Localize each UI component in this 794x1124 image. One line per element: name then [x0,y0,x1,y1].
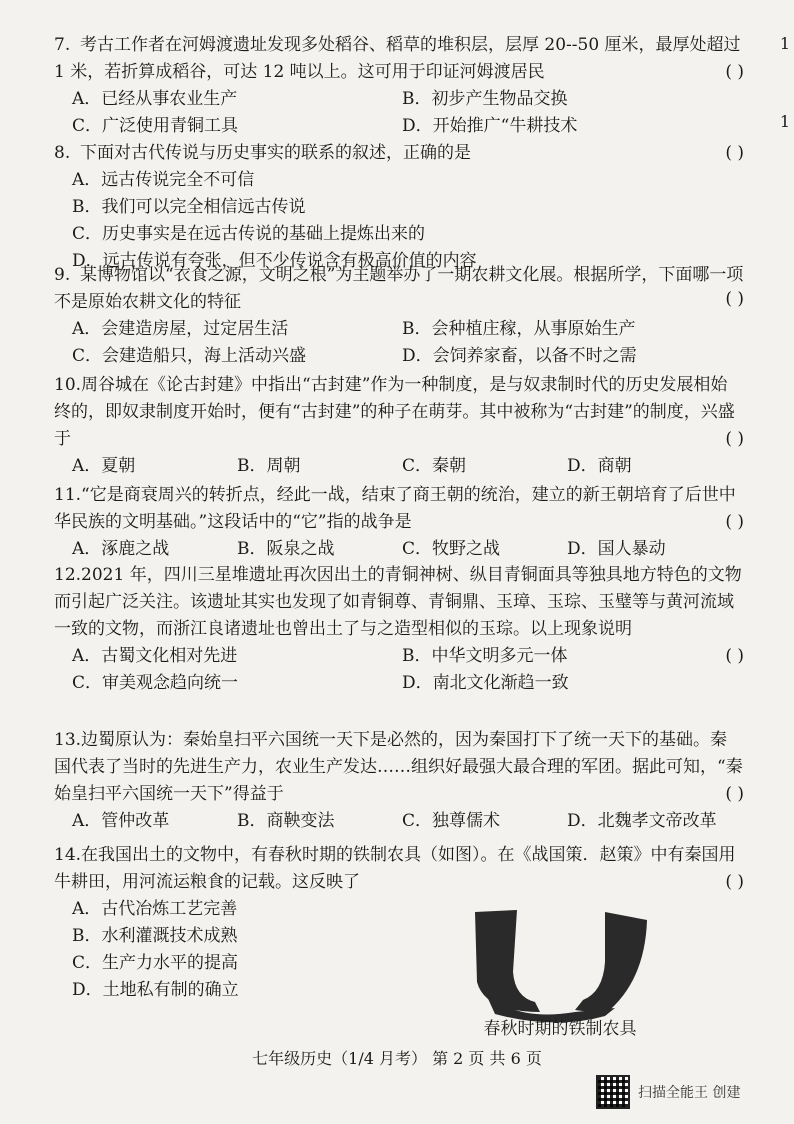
option-d[interactable]: D．土地私有制的确立 [72,980,239,1000]
options [72,808,744,835]
question-stem: 10.周谷城在《论古封建》中指出“古封建”作为一种制度，是与奴隶制时代的历史发展相始终的，即奴隶制度开始时，便有“古封建”的种子在萌芽。其中被称为“古封建”的制度，兴盛于 [54,375,735,449]
question-stem: 14.在我国出土的文物中，有春秋时期的铁制农具（如图）。在《战国策．赵策》中有秦国用牛耕田，用河流运粮食的记载。这反映了 [54,845,736,892]
answer-bracket[interactable]: ( ) [725,429,744,449]
option-c[interactable]: C．广泛使用青铜工具 [72,116,239,136]
answer-bracket[interactable]: ( ) [725,289,744,309]
option-b[interactable]: B．中华文明多元一体 [402,646,568,666]
option-b[interactable]: B．初步产生物品交换 [402,89,568,109]
options [72,453,744,480]
option-c[interactable]: C．秦朝 [402,456,467,476]
question-11 [54,482,744,563]
answer-bracket[interactable]: ( ) [725,646,744,666]
option-d[interactable]: D．北魏孝文帝改革 [567,811,717,831]
iron-tool-right-blade [575,912,647,1014]
option-a[interactable]: A．管仲改革 [72,811,170,831]
answer-bracket[interactable]: ( ) [725,62,744,82]
figure-caption: 春秋时期的铁制农具 [483,1019,637,1039]
option-d[interactable]: D．会饲养家畜，以备不时之需 [402,346,637,366]
option-c[interactable]: C．会建造船只，海上活动兴盛 [72,346,307,366]
option-a[interactable]: A．会建造房屋，过定居生活 [72,319,289,339]
answer-bracket[interactable]: ( ) [725,784,744,804]
answer-bracket[interactable]: ( ) [725,872,744,892]
option-b[interactable]: B．商鞅变法 [237,811,335,831]
option-d[interactable]: D．国人暴动 [567,539,666,559]
iron-tool-left-blade [475,910,540,1012]
option-d[interactable]: D．远古传说有夸张，但不少传说含有极高价值的内容 [72,251,477,271]
question-12 [54,562,744,697]
question-stem: 13.边蜀原认为：秦始皇扫平六国统一天下是必然的，因为秦国打下了统一天下的基础。秦国代表了当时的先进生产力，农业生产发达……组织好最强大最合理的军团。据此可知，“秦始皇扫平六国统一天下”得益于 [54,730,743,804]
edge-mark-top: 1 [779,34,790,53]
option-b[interactable]: B．周朝 [237,456,301,476]
question-stem: 11.“它是商衰周兴的转折点，经此一战，结束了商王朝的统治，建立的新王朝培育了后世中华民族的文明基础。”这段话中的“它”指的战争是 [54,485,736,532]
scanner-watermark [596,1074,740,1110]
options [72,536,744,563]
page-footer: 七年级历史（1/4 月考） 第 2 页 共 6 页 [252,1049,542,1068]
option-b[interactable]: B．水利灌溉技术成熟 [72,926,238,946]
option-a[interactable]: A．古蜀文化相对先进 [72,646,238,666]
option-b[interactable]: B．会种植庄稼，从事原始生产 [402,319,636,339]
answer-bracket[interactable]: ( ) [725,512,744,532]
question-8 [54,140,744,275]
edge-mark-second: 1 [779,112,790,131]
option-c[interactable]: C．生产力水平的提高 [72,953,239,973]
options [72,167,744,275]
option-b[interactable]: B．阪泉之战 [237,539,335,559]
option-c[interactable]: C．历史事实是在远古传说的基础上提炼出来的 [72,224,426,244]
qr-code-icon [596,1075,630,1109]
question-13 [54,727,744,835]
options [72,643,744,697]
option-a[interactable]: A．涿鹿之战 [72,539,170,559]
option-a[interactable]: A．古代冶炼工艺完善 [72,899,238,919]
option-a[interactable]: A．远古传说完全不可信 [72,170,255,190]
option-a[interactable]: A．夏朝 [72,456,136,476]
question-stem: 7. 考古工作者在河姆渡遗址发现多处稻谷、稻草的堆积层，层厚 20--50 厘米，最厚处超过 1 米，若折算成稻谷，可达 12 吨以上。这可用于印证河姆渡居民 [54,35,741,82]
question-9 [54,262,744,370]
option-c[interactable]: C．牧野之战 [402,539,501,559]
option-d[interactable]: D．南北文化渐趋一致 [402,673,569,693]
options [72,86,744,140]
question-10 [54,372,744,480]
option-c[interactable]: C．审美观念趋向统一 [72,673,239,693]
option-b[interactable]: B．我们可以完全相信远古传说 [72,197,306,217]
question-stem: 8. 下面对古代传说与历史事实的联系的叙述，正确的是 [54,143,471,163]
question-stem: 9. 某博物馆以“衣食之源，文明之根”为主题举办了一期农耕文化展。根据所学，下面哪一项不是原始农耕文化的特征 [54,265,744,312]
answer-bracket[interactable]: ( ) [725,143,744,163]
options [72,316,744,370]
option-d[interactable]: D．商朝 [567,456,632,476]
option-a[interactable]: A．已经从事农业生产 [72,89,238,109]
question-7 [54,32,744,140]
option-c[interactable]: C．独尊儒术 [402,811,501,831]
scanner-label: 扫描全能王 创建 [638,1085,741,1101]
option-d[interactable]: D．开始推广“牛耕技术 [402,116,578,136]
question-stem: 12.2021 年，四川三星堆遗址再次因出土的青铜神树、纵目青铜面具等独具地方特色的文物而引起广泛关注。该遗址其实也发现了如青铜尊、青铜鼎、玉璋、玉琮、玉璧等与黄河流域一致的文物，而浙江良诸遗址也曾出土了与之造型相似的玉琮。以上现象说明 [54,565,742,639]
